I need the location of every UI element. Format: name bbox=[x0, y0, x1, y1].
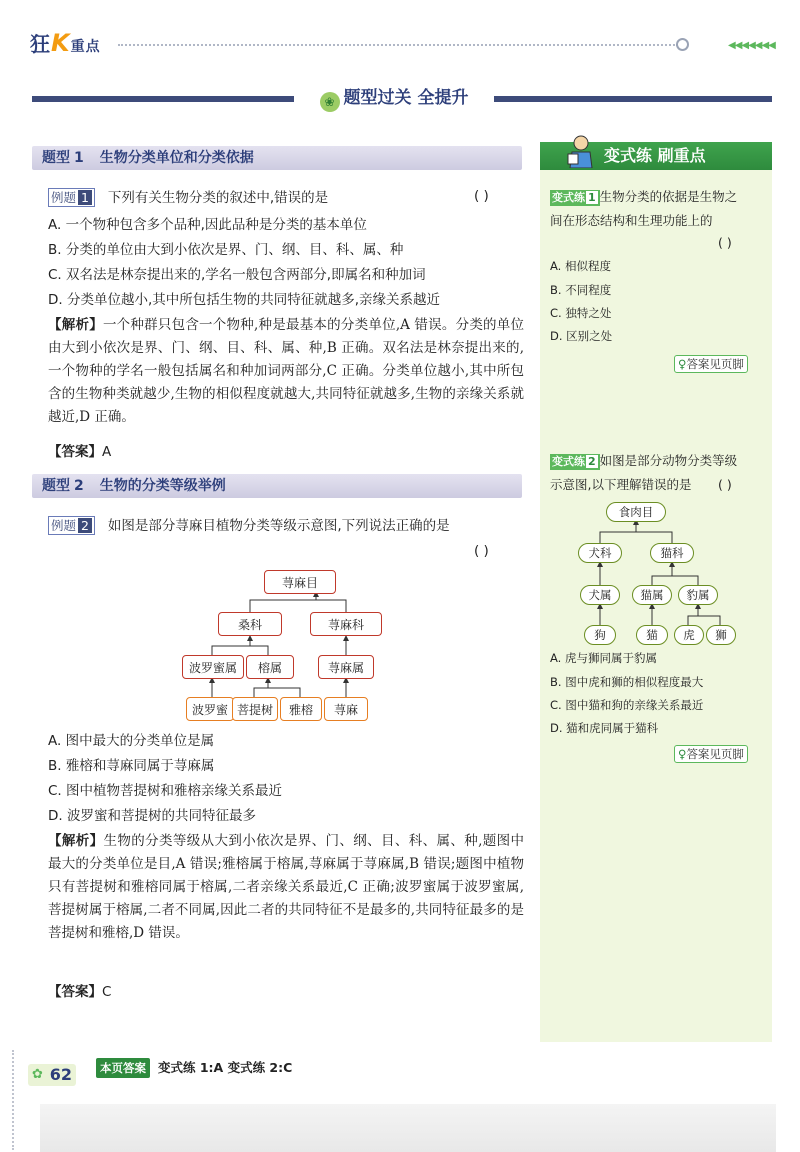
node-family-2: 猫科 bbox=[650, 543, 694, 563]
leaf-icon: ❀ bbox=[320, 92, 340, 112]
answer-note-1: ♀答案见页脚 bbox=[674, 355, 748, 373]
option-a: A. 相似程度 bbox=[550, 259, 611, 273]
sprout-icon: ✿ bbox=[32, 1067, 43, 1082]
page-number: ✿ 62 bbox=[28, 1064, 76, 1086]
footer-shadow bbox=[40, 1104, 776, 1152]
answer-note-2: ♀答案见页脚 bbox=[674, 745, 748, 763]
node-species-1: 波罗蜜 bbox=[186, 697, 234, 721]
section-banner: ❀ 题型过关 全提升 bbox=[294, 84, 494, 112]
option-b: B. 不同程度 bbox=[550, 283, 612, 297]
node-species-1: 狗 bbox=[584, 625, 616, 645]
option-c: C. 图中植物菩提树和雅榕亲缘关系最近 bbox=[48, 783, 283, 799]
node-order: 食肉目 bbox=[606, 502, 666, 522]
analysis-1: 【解析】一个种群只包含一个物种,种是最基本的分类单位,A 错误。分类的单位由大到小依次是界、门、纲、目、科、属、种,B 正确。双名法是林奈提出来的,一个物种的学名一般包括属名和种加词两部分,C 正确。分类单位越小,其中所包含的生物种类就越少,生物的相似程度就越大,共同特征就越多,生物的亲缘关系就越近,D 正确。 bbox=[48, 317, 525, 425]
option-a: A. 一个物种包含多个品种,因此品种是分类的基本单位 bbox=[48, 217, 367, 233]
node-genus-1: 犬属 bbox=[580, 585, 620, 605]
variant-tag: 变式练 1 bbox=[550, 190, 600, 206]
node-genus-3: 荨麻属 bbox=[318, 655, 374, 679]
variant-tag: 变式练 2 bbox=[550, 454, 600, 470]
node-species-3: 虎 bbox=[674, 625, 704, 645]
node-family-2: 荨麻科 bbox=[310, 612, 382, 636]
variant-1-stem-cont: 间在形态结构和生理功能上的 bbox=[550, 213, 713, 228]
example-tag: 例题 1 bbox=[48, 188, 95, 207]
option-a: A. 虎与狮同属于豹属 bbox=[550, 651, 657, 665]
option-c: C. 双名法是林奈提出来的,学名一般包含两部分,即属名和种加词 bbox=[48, 267, 426, 283]
variant-2-stem-cont: 示意图,以下理解错误的是 bbox=[550, 477, 692, 492]
node-genus-3: 豹属 bbox=[678, 585, 718, 605]
option-d: D. 波罗蜜和菩提树的共同特征最多 bbox=[48, 808, 256, 824]
node-genus-2: 猫属 bbox=[632, 585, 672, 605]
answer-1: 【答案】A bbox=[48, 444, 112, 460]
brand-logo: 狂K重点 bbox=[30, 29, 101, 57]
node-order: 荨麻目 bbox=[264, 570, 336, 594]
footer-dotted-border bbox=[0, 1050, 14, 1150]
pin-icon: ♀ bbox=[678, 747, 687, 761]
example-1-stem: 例题 1 下列有关生物分类的叙述中,错误的是 bbox=[48, 188, 328, 208]
node-genus-1: 波罗蜜属 bbox=[182, 655, 244, 679]
node-genus-2: 榕属 bbox=[246, 655, 294, 679]
node-family-1: 桑科 bbox=[218, 612, 282, 636]
page-answers-badge: 本页答案 bbox=[96, 1058, 150, 1078]
practice-panel-title: 变式练 刷重点 bbox=[604, 146, 706, 165]
option-b: B. 雅榕和荨麻同属于荨麻属 bbox=[48, 758, 215, 774]
answer-paren: ( ) bbox=[474, 543, 489, 559]
node-species-2: 菩提树 bbox=[232, 697, 278, 721]
option-b: B. 图中虎和狮的相似程度最大 bbox=[550, 675, 704, 689]
option-d: D. 区别之处 bbox=[550, 329, 613, 343]
pin-icon: ♀ bbox=[678, 357, 687, 371]
node-species-3: 雅榕 bbox=[280, 697, 322, 721]
answer-paren: ( ) bbox=[718, 477, 732, 492]
variant-1-stem: 变式练 1 生物分类的依据是生物之 bbox=[552, 189, 738, 204]
option-d: D. 分类单位越小,其中所包括生物的共同特征就越多,亲缘关系越近 bbox=[48, 292, 441, 308]
answer-paren: ( ) bbox=[474, 188, 489, 204]
option-a: A. 图中最大的分类单位是属 bbox=[48, 733, 215, 749]
variant-2-stem: 变式练 2 如图是部分动物分类等级 bbox=[552, 453, 738, 468]
topic-bar-2: 题型 2 生物的分类等级举例 bbox=[32, 474, 522, 498]
node-species-4: 狮 bbox=[706, 625, 736, 645]
header-arrows-icon: ◀◀◀◀◀◀◀ bbox=[728, 40, 775, 51]
node-species-2: 猫 bbox=[636, 625, 668, 645]
node-family-1: 犬科 bbox=[578, 543, 622, 563]
node-species-4: 荨麻 bbox=[324, 697, 368, 721]
option-c: C. 独特之处 bbox=[550, 306, 612, 320]
topic-bar-1: 题型 1 生物分类单位和分类依据 bbox=[32, 146, 522, 170]
example-2-stem: 例题 2 如图是部分荨麻目植物分类等级示意图,下列说法正确的是 bbox=[48, 516, 450, 536]
analysis-2: 【解析】生物的分类等级从大到小依次是界、门、纲、目、科、属、种,题图中最大的分类单位是目,A 错误;雅榕属于榕属,荨麻属于荨麻属,B 错误;题图中植物只有菩提树和雅榕同属于榕属,二者亲缘关系最近,C 正确;波罗蜜属于波罗蜜属,菩提树属于榕属,二者不同属,因此二者的共同特征不是最多的,共同特征最多的是菩提树和雅榕,D 错误。 bbox=[48, 833, 524, 941]
example-tag: 例题 2 bbox=[48, 516, 95, 535]
option-b: B. 分类的单位由大到小依次是界、门、纲、目、科、属、种 bbox=[48, 242, 404, 258]
page-answers: 本页答案 变式练 1:A 变式练 2:C bbox=[96, 1058, 292, 1078]
answer-2: 【答案】C bbox=[48, 984, 112, 1000]
option-d: D. 猫和虎同属于猫科 bbox=[550, 721, 659, 735]
option-c: C. 图中猫和狗的亲缘关系最近 bbox=[550, 698, 704, 712]
answer-paren: ( ) bbox=[718, 235, 732, 250]
